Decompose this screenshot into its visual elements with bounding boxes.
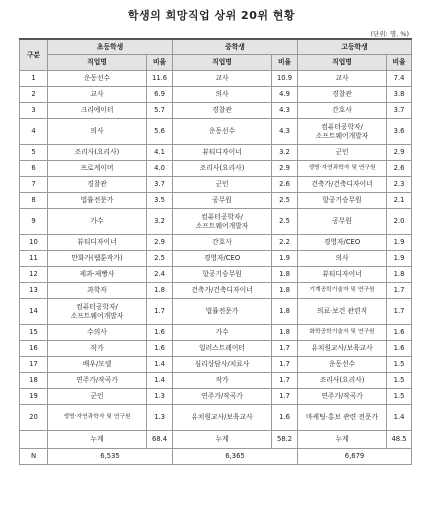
cell-m-job: 가수 [173,325,272,341]
cell-h-ratio: 1.7 [387,283,412,299]
cell-m-ratio: 10.9 [272,71,298,87]
totals-label: 누계 [173,431,272,449]
cell-h-job: 의사 [298,251,387,267]
cell-rank: 8 [20,193,48,209]
table-row [20,325,412,341]
cell-h-ratio: 2.6 [387,161,412,177]
cell-h-job: 간호사 [298,103,387,119]
header-ratio: 비율 [147,55,173,71]
header-ratio: 비율 [387,55,412,71]
cell-rank: 4 [20,119,48,145]
n-elementary: 6,535 [48,449,173,465]
table-row [20,357,412,373]
cell-h-job: 교사 [298,71,387,87]
cell-rank: 3 [20,103,48,119]
cell-h-ratio: 1.7 [387,299,412,325]
cell-e-job: 제과·제빵사 [48,267,147,283]
cell-e-job: 컴퓨터공학자/ 소프트웨어개발자 [48,299,147,325]
table-row [20,209,412,235]
n-high: 6,679 [298,449,412,465]
cell-h-job: 운동선수 [298,357,387,373]
cell-m-ratio: 3.2 [272,145,298,161]
cell-e-ratio: 1.4 [147,357,173,373]
cell-m-job: 운동선수 [173,119,272,145]
cell-e-job: 의사 [48,119,147,145]
table-row [20,87,412,103]
cell-e-ratio: 6.9 [147,87,173,103]
cell-m-job: 연주가/작곡가 [173,389,272,405]
totals-middle: 58.2 [272,431,298,449]
cell-h-job: 군인 [298,145,387,161]
cell-h-ratio: 1.8 [387,267,412,283]
cell-rank: 18 [20,373,48,389]
cell-e-ratio: 1.7 [147,299,173,325]
cell-m-ratio: 1.7 [272,389,298,405]
cell-rank: 9 [20,209,48,235]
cell-m-job: 경찰관 [173,103,272,119]
cell-e-job: 경찰관 [48,177,147,193]
table-row [20,389,412,405]
totals-spacer [20,431,48,449]
cell-m-ratio: 1.6 [272,405,298,431]
cell-m-job: 일러스트레이터 [173,341,272,357]
cell-h-ratio: 1.5 [387,357,412,373]
cell-m-job: 경영자/CEO [173,251,272,267]
cell-m-job: 교사 [173,71,272,87]
cell-e-ratio: 5.6 [147,119,173,145]
cell-h-ratio: 1.6 [387,341,412,357]
table-row [20,235,412,251]
header-high: 고등학생 [298,39,412,55]
cell-h-job: 공무원 [298,209,387,235]
table-row [20,177,412,193]
cell-h-job: 연주가/작곡가 [298,389,387,405]
header-rank: 구분 [20,39,48,71]
cell-rank: 10 [20,235,48,251]
cell-rank: 16 [20,341,48,357]
cell-e-ratio: 1.3 [147,389,173,405]
cell-h-ratio: 1.5 [387,389,412,405]
cell-h-job: 건축가/건축디자이너 [298,177,387,193]
cell-e-ratio: 2.9 [147,235,173,251]
cell-e-ratio: 1.6 [147,341,173,357]
cell-e-job: 과학자 [48,283,147,299]
cell-m-job: 간호사 [173,235,272,251]
cell-m-ratio: 1.8 [272,325,298,341]
cell-rank: 2 [20,87,48,103]
cell-h-job: 마케팅·홍보 관련 전문가 [298,405,387,431]
cell-m-ratio: 1.8 [272,299,298,325]
cell-m-ratio: 2.2 [272,235,298,251]
n-label: N [20,449,48,465]
cell-rank: 12 [20,267,48,283]
cell-h-ratio: 3.6 [387,119,412,145]
cell-e-job: 크리에이터 [48,103,147,119]
header-ratio: 비율 [272,55,298,71]
cell-m-job: 컴퓨터공학자/ 소프트웨어개발자 [173,209,272,235]
cell-e-ratio: 2.4 [147,267,173,283]
cell-m-job: 항공기승무원 [173,267,272,283]
cell-e-ratio: 3.7 [147,177,173,193]
cell-m-ratio: 1.7 [272,373,298,389]
cell-e-ratio: 3.5 [147,193,173,209]
table-row [20,161,412,177]
cell-h-job: 항공기승무원 [298,193,387,209]
cell-e-job: 군인 [48,389,147,405]
header-job: 직업명 [298,55,387,71]
cell-h-job: 생명·자연과학자 및 연구원 [298,161,387,177]
table-row [20,251,412,267]
cell-h-job: 기계공학기술자 및 연구원 [298,283,387,299]
cell-m-job: 공무원 [173,193,272,209]
page-title: 학생의 희망직업 상위 20위 현황 [127,9,296,22]
cell-m-ratio: 1.7 [272,341,298,357]
cell-rank: 15 [20,325,48,341]
cell-h-ratio: 2.9 [387,145,412,161]
header-elementary: 초등학생 [48,39,173,55]
cell-e-job: 배우/모델 [48,357,147,373]
cell-e-ratio: 1.6 [147,325,173,341]
cell-rank: 1 [20,71,48,87]
table-row [20,103,412,119]
table-row [20,193,412,209]
cell-m-job: 군인 [173,177,272,193]
cell-m-ratio: 2.6 [272,177,298,193]
table-row [20,267,412,283]
cell-e-job: 조리사(요리사) [48,145,147,161]
cell-h-job: 경영자/CEO [298,235,387,251]
cell-m-ratio: 2.5 [272,193,298,209]
cell-h-job: 컴퓨터공학자/ 소프트웨어개발자 [298,119,387,145]
cell-h-ratio: 3.8 [387,87,412,103]
cell-h-ratio: 1.9 [387,235,412,251]
cell-m-job: 의사 [173,87,272,103]
cell-e-ratio: 1.4 [147,373,173,389]
cell-e-ratio: 11.6 [147,71,173,87]
cell-e-ratio: 5.7 [147,103,173,119]
cell-rank: 11 [20,251,48,267]
header-job: 직업명 [48,55,147,71]
cell-rank: 7 [20,177,48,193]
cell-h-ratio: 2.1 [387,193,412,209]
cell-e-job: 법률전문가 [48,193,147,209]
table-row [20,119,412,145]
cell-e-job: 생명·자연과학자 및 연구원 [48,405,147,431]
cell-rank: 14 [20,299,48,325]
cell-e-job: 수의사 [48,325,147,341]
table-row [20,341,412,357]
cell-m-ratio: 4.3 [272,119,298,145]
cell-e-job: 뷰티디자이너 [48,235,147,251]
cell-h-ratio: 1.4 [387,405,412,431]
table-row [20,71,412,87]
table-row [20,145,412,161]
cell-rank: 5 [20,145,48,161]
table-row [20,299,412,325]
table-row [20,283,412,299]
totals-elementary: 68.4 [147,431,173,449]
cell-e-job: 연주가/작곡가 [48,373,147,389]
cell-h-ratio: 7.4 [387,71,412,87]
cell-h-job: 조리사(요리사) [298,373,387,389]
cell-h-job: 유치원교사/보육교사 [298,341,387,357]
cell-h-ratio: 2.0 [387,209,412,235]
cell-e-ratio: 2.5 [147,251,173,267]
cell-e-ratio: 1.3 [147,405,173,431]
cell-e-job: 프로게이머 [48,161,147,177]
totals-high: 48.5 [387,431,412,449]
cell-m-ratio: 1.8 [272,283,298,299]
cell-e-ratio: 3.2 [147,209,173,235]
table-row [20,405,412,431]
cell-h-ratio: 3.7 [387,103,412,119]
cell-e-job: 만화가(웹툰작가) [48,251,147,267]
cell-e-job: 운동선수 [48,71,147,87]
cell-m-job: 심리상담사/치료사 [173,357,272,373]
cell-rank: 19 [20,389,48,405]
cell-m-ratio: 1.9 [272,251,298,267]
cell-rank: 17 [20,357,48,373]
cell-h-ratio: 1.9 [387,251,412,267]
cell-m-ratio: 1.7 [272,357,298,373]
cell-m-job: 조리사(요리사) [173,161,272,177]
cell-e-job: 교사 [48,87,147,103]
cell-e-ratio: 4.1 [147,145,173,161]
cell-h-job: 의료·보건 관련직 [298,299,387,325]
cell-h-ratio: 2.3 [387,177,412,193]
header-middle: 중학생 [173,39,298,55]
cell-e-job: 가수 [48,209,147,235]
cell-e-ratio: 4.0 [147,161,173,177]
cell-h-ratio: 1.5 [387,373,412,389]
cell-m-job: 뷰티디자이너 [173,145,272,161]
cell-m-job: 유치원교사/보육교사 [173,405,272,431]
cell-h-job: 화학공학기술자 및 연구원 [298,325,387,341]
totals-label: 누계 [48,431,147,449]
cell-m-job: 작가 [173,373,272,389]
cell-h-job: 경찰관 [298,87,387,103]
cell-m-ratio: 2.9 [272,161,298,177]
career-table [19,38,412,465]
cell-rank: 13 [20,283,48,299]
totals-label: 누계 [298,431,387,449]
cell-rank: 6 [20,161,48,177]
cell-m-job: 법률전문가 [173,299,272,325]
cell-m-ratio: 2.5 [272,209,298,235]
cell-m-ratio: 4.9 [272,87,298,103]
cell-e-job: 작가 [48,341,147,357]
cell-h-job: 뷰티디자이너 [298,267,387,283]
n-middle: 6,365 [173,449,298,465]
cell-m-job: 건축가/건축디자이너 [173,283,272,299]
header-job: 직업명 [173,55,272,71]
cell-m-ratio: 1.8 [272,267,298,283]
cell-m-ratio: 4.3 [272,103,298,119]
table-row [20,373,412,389]
cell-h-ratio: 1.6 [387,325,412,341]
unit-note: (단위: 명, %) [370,30,409,38]
cell-rank: 20 [20,405,48,431]
cell-e-ratio: 1.8 [147,283,173,299]
